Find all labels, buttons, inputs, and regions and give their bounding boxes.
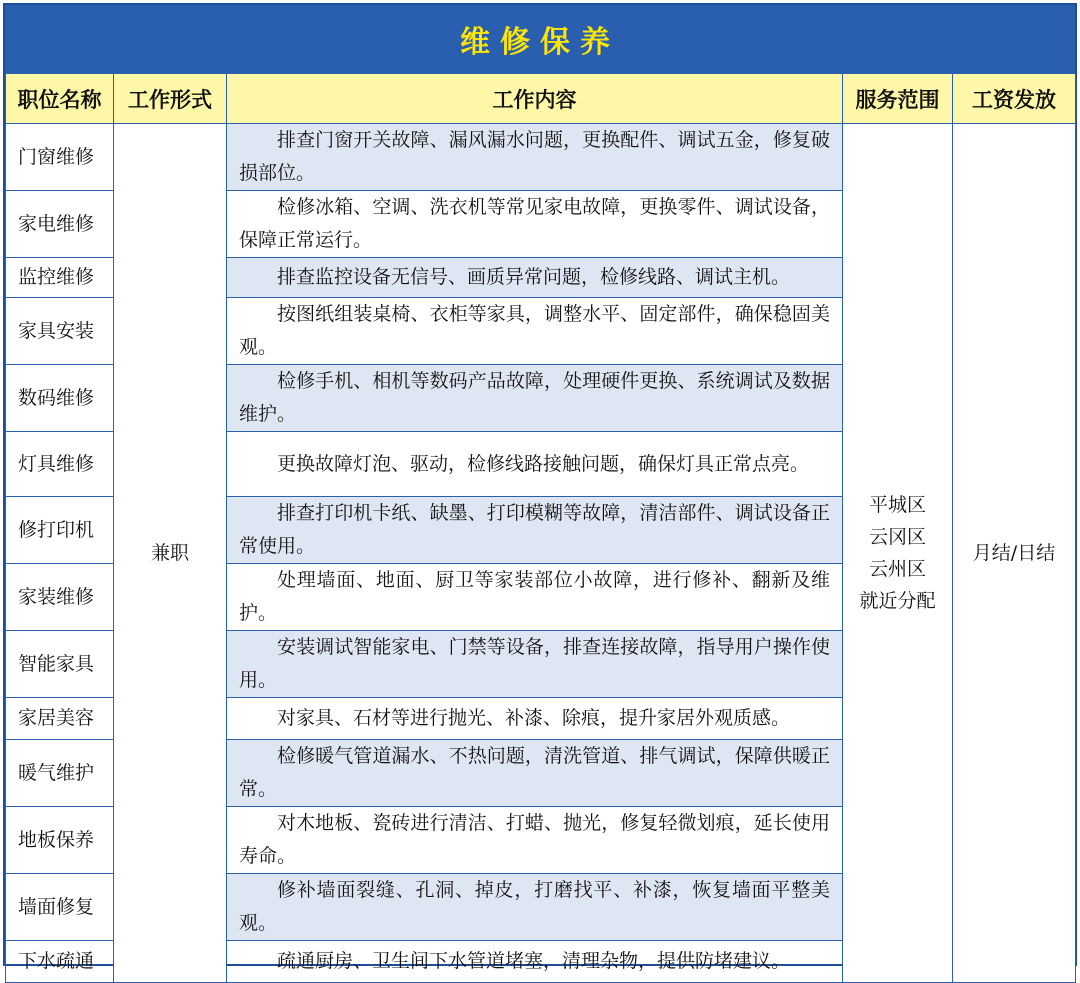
header-row — [6, 74, 1076, 124]
job-content-cell — [227, 432, 843, 497]
job-name-cell: 暖气维护 — [6, 740, 114, 807]
job-content-text: 对木地板、瓷砖进行清洁、打蜡、抛光，修复轻微划痕，延长使用寿命。 — [239, 812, 830, 867]
job-content-text: 处理墙面、地面、厨卫等家装部位小故障，进行修补、翻新及维护。 — [239, 569, 830, 624]
job-content-text: 对家具、石材等进行抛光、补漆、除痕，提升家居外观质感。 — [277, 707, 791, 729]
table-title: 维修保养 — [5, 5, 1075, 73]
job-name-cell: 家具安装 — [6, 298, 114, 365]
job-name-cell: 数码维修 — [6, 365, 114, 432]
job-content-text: 修补墙面裂缝、孔洞、掉皮，打磨找平、补漆，恢复墙面平整美观。 — [239, 879, 830, 934]
job-content-text: 检修手机、相机等数码产品故障，处理硬件更换、系统调试及数据维护。 — [239, 370, 830, 425]
work-form-cell: 兼职 — [114, 124, 227, 983]
job-content-text: 疏通厨房、卫生间下水管道堵塞，清理杂物，提供防堵建议。 — [277, 950, 791, 972]
table-row — [6, 124, 1076, 191]
job-content-cell — [227, 564, 843, 631]
job-content-text: 检修冰箱、空调、洗衣机等常见家电故障，更换零件、调试设备，保障正常运行。 — [239, 196, 830, 251]
job-name-cell: 门窗维修 — [6, 124, 114, 191]
job-content-text: 排查门窗开关故障、漏风漏水问题，更换配件、调试五金，修复破损部位。 — [239, 129, 830, 184]
service-range-item: 就近分配 — [859, 590, 936, 612]
job-content-cell — [227, 298, 843, 365]
job-content-cell — [227, 365, 843, 432]
job-content-cell — [227, 941, 843, 983]
job-name-cell: 修打印机 — [6, 497, 114, 564]
job-content-text: 按图纸组装桌椅、衣柜等家具，调整水平、固定部件，确保稳固美观。 — [239, 303, 830, 358]
job-content-cell — [227, 807, 843, 874]
job-content-cell — [227, 497, 843, 564]
job-name-cell: 家居美容 — [6, 698, 114, 740]
job-content-text: 更换故障灯泡、驱动，检修线路接触问题，确保灯具正常点亮。 — [277, 452, 810, 475]
job-content-cell — [227, 124, 843, 191]
job-name-cell: 监控维修 — [6, 258, 114, 298]
service-range-cell — [843, 124, 953, 983]
job-name-cell: 下水疏通 — [6, 941, 114, 983]
header-service-range: 服务范围 — [843, 74, 953, 124]
service-range-item: 云州区 — [868, 558, 926, 580]
job-content-cell — [227, 698, 843, 740]
job-name-cell: 家电维修 — [6, 191, 114, 258]
table-frame — [3, 3, 1077, 972]
service-range-item: 平城区 — [868, 494, 926, 516]
job-name-cell: 灯具维修 — [6, 432, 114, 497]
job-content-cell — [227, 740, 843, 807]
job-content-cell — [227, 874, 843, 941]
salary-cell: 月结/日结 — [953, 124, 1076, 983]
job-content-cell — [227, 191, 843, 258]
header-work-content: 工作内容 — [227, 74, 843, 124]
job-name-cell: 家装维修 — [6, 564, 114, 631]
job-content-cell — [227, 258, 843, 298]
header-job-name: 职位名称 — [6, 74, 114, 124]
job-name-cell: 地板保养 — [6, 807, 114, 874]
job-content-text: 排查打印机卡纸、缺墨、打印模糊等故障，清洁部件、调试设备正常使用。 — [239, 502, 830, 557]
job-name-cell: 墙面修复 — [6, 874, 114, 941]
job-content-text: 检修暖气管道漏水、不热问题，清洗管道、排气调试，保障供暖正常。 — [239, 745, 830, 800]
header-work-form: 工作形式 — [114, 74, 227, 124]
job-table — [5, 73, 1076, 983]
header-salary: 工资发放 — [953, 74, 1076, 124]
job-name-cell: 智能家具 — [6, 631, 114, 698]
service-range-item: 云冈区 — [868, 526, 926, 548]
job-content-cell — [227, 631, 843, 698]
job-content-text: 安装调试智能家电、门禁等设备，排查连接故障，指导用户操作使用。 — [239, 636, 830, 691]
job-content-text: 排查监控设备无信号、画质异常问题，检修线路、调试主机。 — [277, 266, 791, 288]
